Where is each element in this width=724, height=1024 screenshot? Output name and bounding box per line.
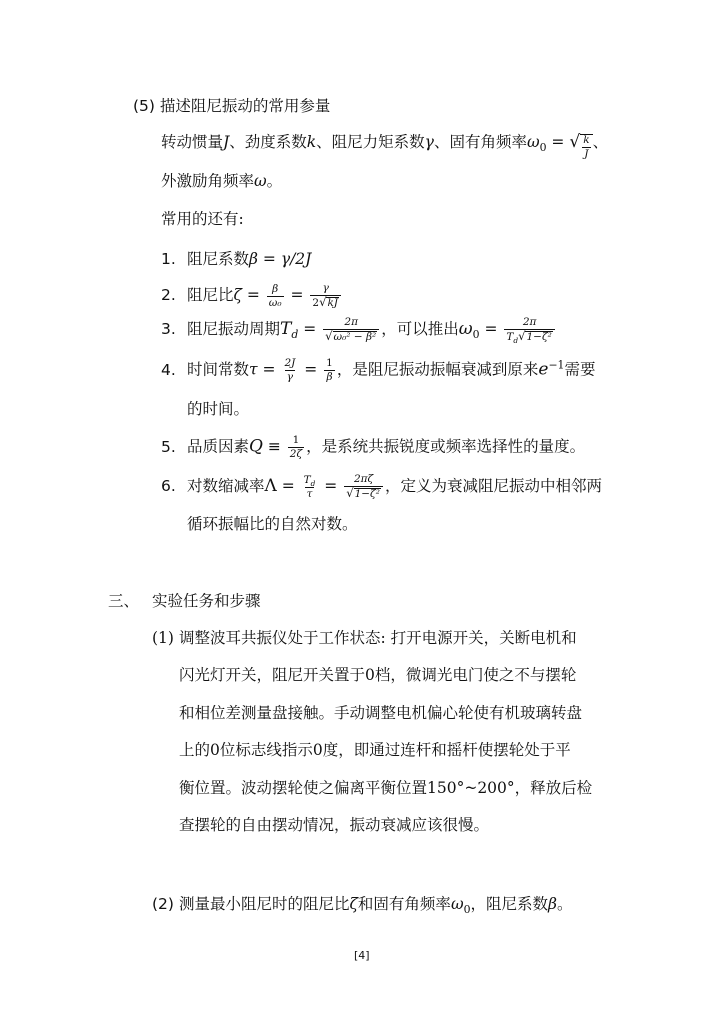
list-item-3 bbox=[161, 316, 557, 346]
step-1-number: (1) bbox=[152, 629, 174, 647]
symbol-J: J bbox=[223, 133, 230, 151]
frac-den-radicand: ω₀² − β² bbox=[333, 331, 377, 344]
item-1-text: 阻尼系数 bbox=[187, 250, 250, 268]
list-item-1 bbox=[161, 250, 311, 269]
symbol-omega: ω bbox=[526, 133, 540, 151]
symbol-Q: Q bbox=[249, 436, 263, 457]
equals-sign: = bbox=[257, 360, 281, 379]
equals-sign: = bbox=[276, 477, 300, 496]
frac-num: 2J bbox=[284, 357, 296, 369]
frac-den: τ bbox=[306, 487, 313, 500]
item-3-text: 阻尼振动周期 bbox=[187, 320, 281, 339]
equals-sign: = bbox=[319, 477, 343, 496]
text-inertia: 转动惯量 bbox=[161, 133, 224, 151]
step-1-line-5: 衡位置。波动摆轮使之偏离平衡位置150°~200°，释放后检 bbox=[179, 779, 593, 797]
frac-den-radicand: kJ bbox=[327, 297, 339, 310]
symbol-omega: ω bbox=[450, 895, 464, 913]
item-6-continuation: 循环振幅比的自然对数。 bbox=[187, 515, 358, 533]
subscript-0: 0 bbox=[539, 141, 547, 155]
step-1-line-3: 和相位差测量盘接触。手动调整电机偏心轮使有机玻璃转盘 bbox=[179, 704, 583, 722]
item-6-number: 6. bbox=[161, 477, 176, 496]
parameters-line-1 bbox=[161, 133, 608, 160]
item-5-number: 5. bbox=[161, 437, 176, 456]
symbol-Lambda: Λ bbox=[264, 476, 277, 497]
item-4-number: 4. bbox=[161, 360, 176, 379]
frac-num: β bbox=[272, 282, 279, 295]
list-item-6 bbox=[161, 474, 602, 500]
frac-num: 1 bbox=[326, 357, 333, 369]
fraction-1-beta bbox=[324, 358, 335, 383]
step-1-line-4: 上的0位标志线指示0度，即通过连杆和摇杆使摆轮处于平 bbox=[179, 741, 571, 759]
fraction-2pizeta: 2πζ √ 1−ζ² bbox=[344, 474, 383, 500]
frac-num: γ bbox=[322, 282, 329, 294]
item-6-text: 对数缩减率 bbox=[187, 477, 265, 496]
symbol-beta: β bbox=[548, 895, 557, 913]
superscript-minus-1: −1 bbox=[548, 358, 565, 372]
text-period: 。 bbox=[266, 172, 283, 190]
equals-sign: = bbox=[285, 286, 309, 305]
frac-den: γ bbox=[286, 371, 294, 384]
fraction-gamma-2sqrtkJ: γ 2 √ kJ bbox=[310, 283, 341, 309]
step-2-period: 。 bbox=[556, 895, 573, 913]
sqrt-k-over-J: √ $\frac{k}{J}$ bbox=[569, 134, 592, 160]
fraction-2J-gamma bbox=[282, 358, 297, 383]
fraction-period: 2π √ ω₀² − β² bbox=[323, 317, 379, 343]
page-number: [4] bbox=[354, 949, 370, 962]
section-3-number: 三、 bbox=[108, 592, 140, 610]
frac-den-radicand: 1−ζ² bbox=[526, 331, 552, 344]
frac-num: 1 bbox=[292, 434, 300, 446]
item-5-tail: ，是系统共振锐度或频率选择性的量度。 bbox=[306, 437, 586, 456]
list-item-2 bbox=[161, 283, 343, 309]
symbol-tau: τ bbox=[249, 360, 258, 379]
symbol-zeta: ζ bbox=[349, 895, 358, 913]
text-damping-torque: 、阻尼力矩系数 bbox=[316, 133, 425, 151]
section-5-number: (5) bbox=[133, 97, 155, 115]
item-4-text: 时间常数 bbox=[187, 360, 250, 379]
step-1-line-2: 闪光灯开关，阻尼开关置于0档，微调光电门使之不与摆轮 bbox=[179, 666, 577, 684]
list-item-5 bbox=[161, 435, 585, 460]
equals-sign: = bbox=[479, 320, 503, 339]
item-4-tail: ，是阻尼振动振幅衰减到原来 bbox=[336, 360, 539, 379]
text-natural-frequency: 、固有角频率 bbox=[433, 133, 527, 151]
step-2 bbox=[152, 895, 573, 917]
subscript-0: 0 bbox=[463, 903, 471, 917]
frac-den-coef: 2 bbox=[312, 297, 320, 310]
symbol-omega: ω bbox=[458, 319, 473, 340]
frac-den: 2ζ bbox=[289, 448, 303, 461]
symbol-k: k bbox=[306, 133, 317, 151]
item-2-text: 阻尼比 bbox=[187, 286, 234, 305]
step-2-text-mid: 和固有角频率 bbox=[357, 895, 451, 913]
fraction-1-2zeta bbox=[288, 435, 304, 460]
parameters-line-2 bbox=[161, 172, 282, 191]
item-3-number: 3. bbox=[161, 320, 176, 339]
symbol-T: T bbox=[280, 319, 292, 340]
frac-num: 2πζ bbox=[353, 473, 374, 485]
frac-num: 2π bbox=[522, 316, 537, 328]
frac-den-T: T bbox=[506, 331, 514, 344]
frac-num-sub: d bbox=[310, 478, 316, 488]
text-external-frequency: 外激励角频率 bbox=[161, 172, 255, 190]
frac-den: ω₀ bbox=[268, 296, 282, 309]
section-5-title: 描述阻尼振动的常用参量 bbox=[159, 97, 331, 115]
step-2-text: 测量最小阻尼时的阻尼比 bbox=[179, 895, 350, 913]
frac-num-k: k bbox=[583, 134, 590, 146]
item-4-tail-2: 需要 bbox=[564, 360, 596, 379]
also-common-text: 常用的还有: bbox=[161, 210, 244, 228]
item-2-number: 2. bbox=[161, 286, 176, 305]
fraction-omega0: 2π $T_d$ √ 1−ζ² bbox=[504, 317, 554, 343]
symbol-zeta: ζ bbox=[233, 286, 242, 305]
symbol-gamma: γ bbox=[424, 133, 434, 151]
text-stiffness: 、劲度系数 bbox=[229, 133, 307, 151]
frac-num: 2π bbox=[344, 316, 358, 328]
step-2-text-mid-2: ，阻尼系数 bbox=[470, 895, 548, 913]
frac-den-T-sub: d bbox=[513, 336, 519, 346]
subscript-0: 0 bbox=[472, 328, 480, 342]
subscript-d: d bbox=[291, 328, 299, 342]
step-1-line-6: 查摆轮的自由摆动情况，振动衰减应该很慢。 bbox=[179, 816, 490, 834]
item-4-continuation: 的时间。 bbox=[187, 400, 250, 418]
fraction-beta-omega0 bbox=[267, 284, 284, 309]
frac-den-J: J bbox=[584, 148, 589, 161]
symbol-omega-ext: ω bbox=[254, 172, 267, 190]
step-2-number: (2) bbox=[152, 895, 174, 913]
frac-num-T: T bbox=[303, 473, 311, 486]
equals-sign: = bbox=[241, 286, 265, 305]
section-3-title: 实验任务和步骤 bbox=[152, 592, 261, 610]
frac-den-radicand: 1−ζ² bbox=[354, 488, 380, 501]
fraction-Td-tau bbox=[302, 475, 318, 500]
step-1-line-1: 调整波耳共振仪处于工作状态: 打开电源开关，关断电机和 bbox=[179, 629, 577, 647]
item-3-derive-text: ，可以推出 bbox=[381, 320, 459, 339]
identity-sign: ≡ bbox=[262, 437, 286, 456]
item-6-tail: ，定义为衰减阻尼振动中相邻两 bbox=[384, 477, 602, 496]
equals-sign: = bbox=[299, 360, 323, 379]
symbol-e: e bbox=[538, 359, 549, 380]
section-3-heading bbox=[108, 592, 261, 611]
list-item-4 bbox=[161, 358, 595, 383]
section-5-heading bbox=[133, 97, 330, 116]
item-5-text: 品质因素 bbox=[187, 437, 250, 456]
item-1-number: 1. bbox=[161, 250, 176, 268]
equals-sign: = bbox=[546, 133, 570, 151]
frac-den: β bbox=[326, 371, 333, 384]
item-1-formula: β = γ/2J bbox=[249, 250, 312, 268]
equals-sign: = bbox=[298, 320, 322, 339]
text-comma: 、 bbox=[592, 133, 609, 151]
